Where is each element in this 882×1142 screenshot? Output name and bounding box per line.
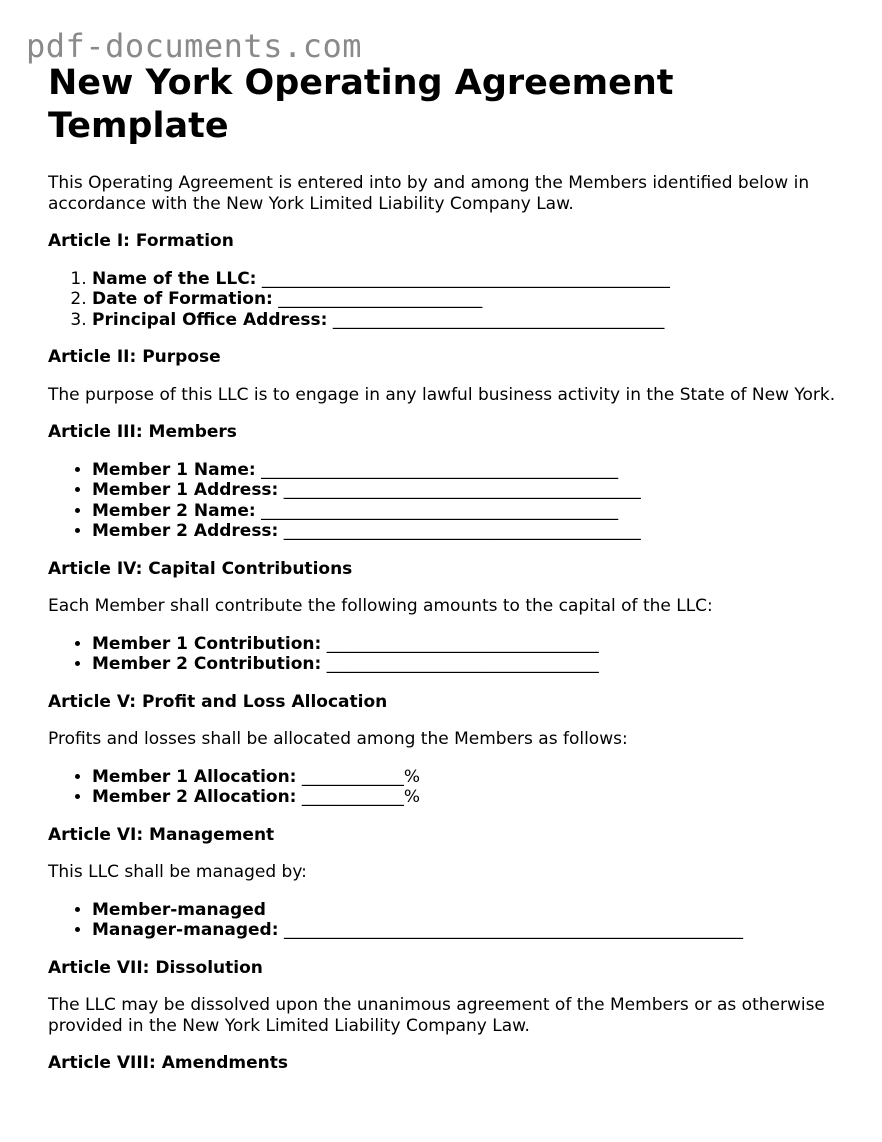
- manager-name-blank[interactable]: ______________________________________________________: [283, 920, 743, 940]
- llc-name-blank[interactable]: ________________________________________________: [261, 268, 670, 289]
- watermark: pdf-documents.com: [26, 27, 363, 65]
- member-1-contribution-blank[interactable]: ________________________________: [326, 633, 599, 654]
- list-item: [92, 787, 848, 808]
- article-7-heading: Article VII: Dissolution: [48, 957, 263, 978]
- allocation-list: [48, 767, 848, 808]
- member-2-contribution-blank[interactable]: ________________________________: [326, 654, 599, 674]
- list-item: [92, 634, 848, 655]
- field-label: Name of the LLC:: [92, 268, 257, 289]
- intro-paragraph: This Operating Agreement is entered into by and among the Members identified below in accordance with the New York Limited Liability Company Law.: [48, 173, 810, 214]
- member-1-name-blank[interactable]: __________________________________________: [261, 459, 619, 480]
- field-label: Member 2 Contribution:: [92, 654, 322, 674]
- article-3-heading: Article III: Members: [48, 422, 237, 442]
- list-item: [92, 767, 848, 788]
- management-paragraph: This LLC shall be managed by:: [48, 862, 307, 882]
- allocation-paragraph: Profits and losses shall be allocated among the Members as follows:: [48, 729, 628, 749]
- list-item: [92, 289, 848, 310]
- list-item: [92, 480, 848, 501]
- formation-list: [48, 269, 848, 331]
- member-1-allocation-blank[interactable]: ____________%: [301, 766, 421, 787]
- article-4-heading: Article IV: Capital Contributions: [48, 558, 353, 579]
- field-label: Member 1 Name:: [92, 459, 256, 480]
- member-2-allocation-blank[interactable]: ____________%: [301, 787, 421, 807]
- article-2-heading: Article II: Purpose: [48, 347, 221, 367]
- list-item: [92, 900, 848, 921]
- management-list: [48, 900, 848, 941]
- member-2-address-blank[interactable]: __________________________________________: [283, 521, 641, 541]
- article-5-heading: Article V: Profit and Loss Allocation: [48, 691, 388, 712]
- document-title: New York Operating Agreement Template: [48, 63, 674, 146]
- list-item: [92, 269, 848, 290]
- list-item: [92, 521, 848, 542]
- article-8-heading: Article VIII: Amendments: [48, 1053, 288, 1073]
- field-label: Date of Formation:: [92, 289, 273, 309]
- contributions-list: [48, 634, 848, 675]
- formation-date-blank[interactable]: ________________________: [278, 289, 483, 309]
- document-body: [48, 62, 848, 1074]
- article-6-heading: Article VI: Management: [48, 824, 275, 845]
- field-label: Member 2 Name:: [92, 500, 256, 521]
- dissolution-paragraph: The LLC may be dissolved upon the unanimous agreement of the Members or as otherwise provided in the New York Limited Liability Company Law.: [48, 995, 825, 1036]
- list-item: [92, 654, 848, 675]
- purpose-paragraph: The purpose of this LLC is to engage in any lawful business activity in the State of New York.: [48, 384, 836, 405]
- list-item: [92, 501, 848, 522]
- contributions-paragraph: Each Member shall contribute the following amounts to the capital of the LLC:: [48, 596, 713, 616]
- list-item: [92, 920, 848, 941]
- member-1-address-blank[interactable]: __________________________________________: [283, 480, 641, 500]
- member-2-name-blank[interactable]: __________________________________________: [261, 500, 619, 521]
- members-list: [48, 460, 848, 542]
- list-item: [92, 460, 848, 481]
- field-label: Principal Office Address:: [92, 309, 328, 330]
- field-label: Member 1 Address:: [92, 480, 279, 500]
- field-label: Member 1 Allocation:: [92, 766, 297, 787]
- field-label: Member-managed: [92, 899, 266, 920]
- field-label: Member 2 Address:: [92, 521, 279, 541]
- field-label: Manager-managed:: [92, 920, 279, 940]
- article-1-heading: Article I: Formation: [48, 231, 234, 251]
- field-label: Member 2 Allocation:: [92, 787, 297, 807]
- field-label: Member 1 Contribution:: [92, 633, 322, 654]
- list-item: [92, 310, 848, 331]
- office-address-blank[interactable]: _______________________________________: [332, 309, 665, 330]
